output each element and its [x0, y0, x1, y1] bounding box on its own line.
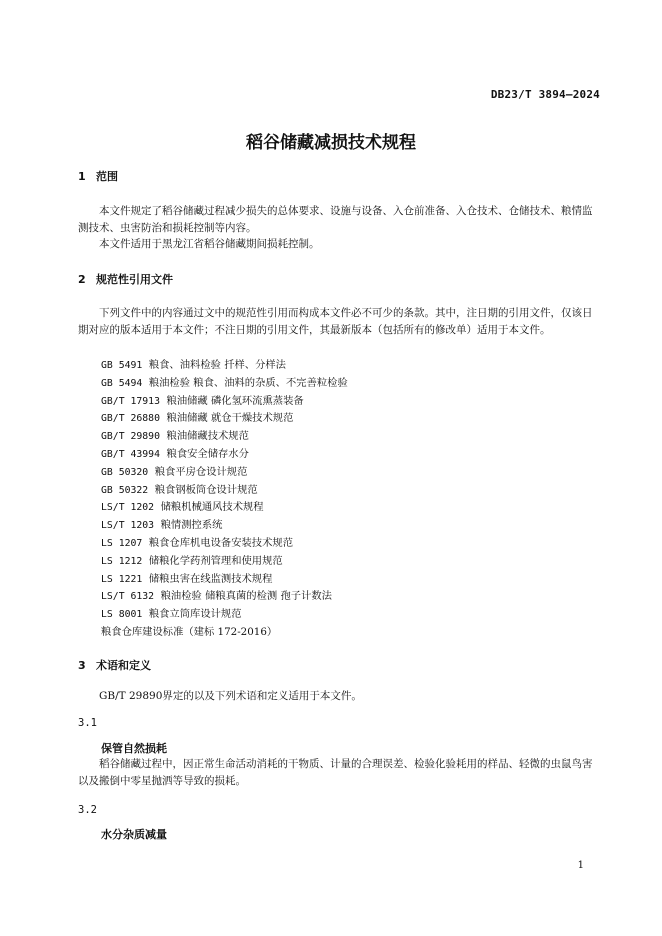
section-1-paragraph-1: 本文件规定了稻谷储藏过程减少损失的总体要求、设施与设备、入仓前准备、入仓技术、仓储技术、粮情监测技术、虫害防治和损耗控制等内容。 [78, 205, 593, 234]
document-title: 稻谷储藏减损技术规程 [246, 133, 416, 153]
section-title: 术语和定义 [96, 659, 151, 672]
section-3-heading [78, 657, 151, 673]
reference-item: LS/T 1203 粮情测控系统 [101, 519, 223, 532]
clause-number: 3.1 [78, 717, 97, 729]
section-2-intro: 下列文件中的内容通过文中的规范性引用而构成本文件必不可少的条款。其中，注日期的引用文件，仅该日期对应的版本适用于本文件；不注日期的引用文件，其最新版本（包括所有的修改单）适用于本文件。 [78, 307, 593, 336]
section-1-heading [78, 168, 118, 184]
term-name: 水分杂质减量 [101, 828, 167, 841]
term-name: 保管自然损耗 [101, 742, 167, 755]
reference-item: GB 50320 粮食平房仓设计规范 [101, 465, 248, 478]
section-number: 3 [78, 659, 86, 672]
section-number: 1 [78, 170, 86, 183]
page-number: 1 [577, 860, 584, 871]
reference-item: GB 50322 粮食钢板筒仓设计规范 [101, 483, 258, 496]
reference-item: LS/T 6132 粮油检验 储粮真菌的检测 孢子计数法 [101, 590, 332, 603]
clause-number: 3.2 [78, 804, 97, 816]
section-title: 规范性引用文件 [96, 273, 173, 286]
reference-item: LS 1207 粮食仓库机电设备安装技术规范 [101, 536, 293, 549]
reference-item: LS 1221 储粮虫害在线监测技术规程 [101, 572, 273, 585]
reference-item: GB/T 29890 粮油储藏技术规范 [101, 430, 249, 443]
reference-item: GB/T 26880 粮油储藏 就仓干燥技术规范 [101, 412, 294, 425]
reference-item: 粮食仓库建设标准（建标 172-2016） [101, 625, 278, 638]
reference-item: GB 5494 粮油检验 粮食、油料的杂质、不完善粒检验 [101, 376, 348, 389]
reference-item: GB 5491 粮食、油料检验 扦样、分样法 [101, 359, 286, 371]
reference-item: GB/T 17913 粮油储藏 磷化氢环流熏蒸装备 [101, 394, 304, 407]
reference-item: LS 8001 粮食立筒库设计规范 [101, 608, 242, 621]
reference-list [101, 357, 348, 641]
reference-item: LS 1212 储粮化学药剂管理和使用规范 [101, 554, 283, 567]
section-title: 范围 [96, 170, 118, 183]
term-definition: 稻谷储藏过程中，因正常生命活动消耗的干物质、计量的合理误差、检验化验耗用的样品、轻微的虫鼠鸟害以及搬倒中零星抛洒等导致的损耗。 [78, 758, 593, 787]
section-1-paragraph-2: 本文件适用于黑龙江省稻谷储藏期间损耗控制。 [99, 238, 320, 250]
reference-item: GB/T 43994 粮食安全储存水分 [101, 447, 249, 460]
reference-item: LS/T 1202 储粮机械通风技术规程 [101, 501, 264, 514]
section-number: 2 [78, 273, 86, 286]
section-3-intro: GB/T 29890界定的以及下列术语和定义适用于本文件。 [99, 690, 362, 702]
section-2-heading [78, 271, 173, 287]
standard-code: DB23/T 3894—2024 [490, 88, 600, 101]
